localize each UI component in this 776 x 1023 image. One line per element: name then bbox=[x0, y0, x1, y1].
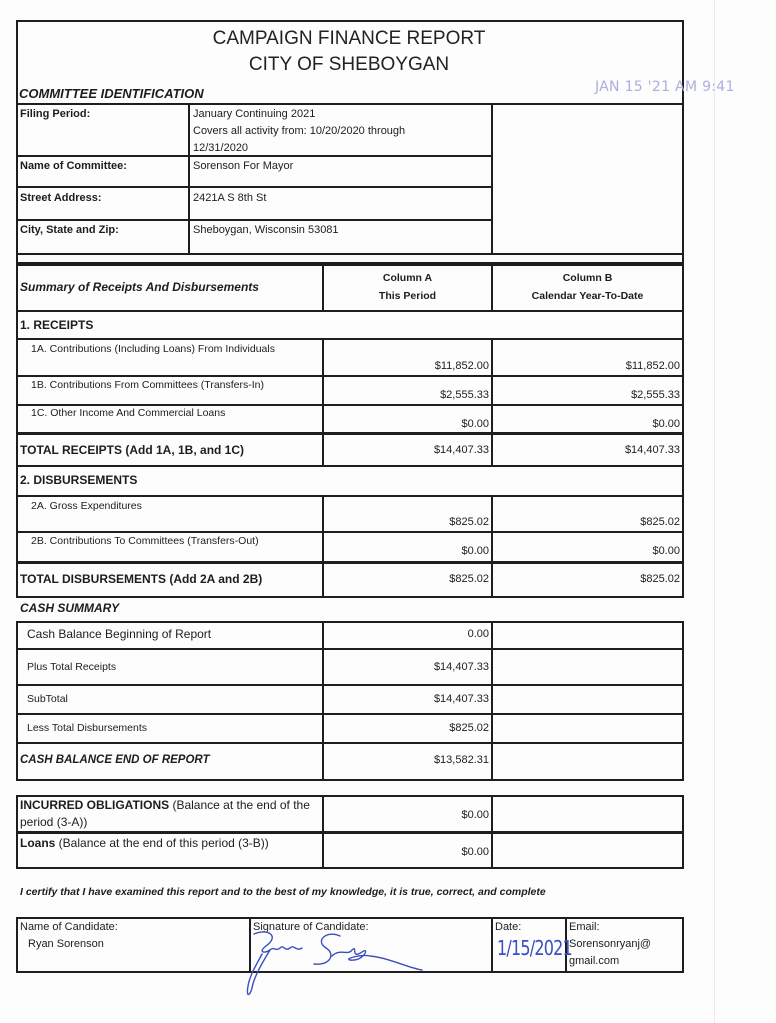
signature-label: Signature of Candidate: bbox=[253, 921, 369, 933]
filing-period-value: January Continuing 2021 bbox=[193, 108, 316, 120]
subtotal-value: $14,407.33 bbox=[433, 693, 489, 705]
candidate-name-label: Name of Candidate: bbox=[20, 921, 118, 933]
filing-period-coverage: Covers all activity from: 10/20/2020 through bbox=[193, 125, 406, 137]
receipt-1a-col-b: $11,852.00 bbox=[625, 360, 680, 372]
date-label: Date: bbox=[495, 921, 522, 933]
cash-balance-end-value: $13,582.31 bbox=[433, 754, 489, 766]
divider bbox=[16, 684, 684, 686]
divider bbox=[16, 495, 684, 497]
incurred-obligations-note-line2: period (3-A)) bbox=[20, 815, 88, 829]
disbursement-2a-col-b: $825.02 bbox=[640, 516, 680, 528]
city-state-zip-value: Sheboygan, Wisconsin 53081 bbox=[193, 224, 339, 236]
disbursement-2b-label: 2B. Contributions To Committees (Transfers-Out) bbox=[31, 535, 259, 547]
disbursement-2b-col-b: $0.00 bbox=[652, 545, 680, 557]
divider bbox=[16, 375, 684, 377]
column-a-subheader: This Period bbox=[378, 290, 437, 302]
divider bbox=[16, 465, 684, 467]
loans-note: (Balance at the end of this period (3-B)) bbox=[55, 836, 269, 850]
receipts-heading: 1. RECEIPTS bbox=[20, 318, 94, 332]
street-address-label: Street Address: bbox=[20, 192, 102, 204]
divider bbox=[491, 621, 493, 781]
disbursement-2b-col-a: $0.00 bbox=[461, 545, 489, 557]
report-city: CITY OF SHEBOYGAN bbox=[248, 54, 450, 75]
cash-summary-label: CASH SUMMARY bbox=[20, 601, 120, 615]
plus-total-receipts-label: Plus Total Receipts bbox=[27, 661, 117, 673]
divider bbox=[188, 103, 190, 255]
receipt-1c-col-b: $0.00 bbox=[652, 418, 680, 430]
committee-name-label: Name of Committee: bbox=[20, 160, 127, 172]
disbursement-2a-label: 2A. Gross Expenditures bbox=[31, 500, 142, 512]
total-disbursements-label: TOTAL DISBURSEMENTS (Add 2A and 2B) bbox=[20, 572, 263, 586]
total-receipts-col-b: $14,407.33 bbox=[624, 444, 680, 456]
divider bbox=[491, 103, 493, 255]
total-disbursements-col-a: $825.02 bbox=[449, 573, 489, 585]
incurred-obligations-note: (Balance at the end of the bbox=[169, 798, 310, 812]
receipt-1c-col-a: $0.00 bbox=[461, 418, 489, 430]
subtotal-label: SubTotal bbox=[27, 693, 68, 705]
divider bbox=[16, 561, 684, 564]
city-state-zip-label: City, State and Zip: bbox=[20, 224, 119, 236]
email-label: Email: bbox=[569, 921, 600, 933]
divider bbox=[16, 310, 684, 312]
disbursements-heading: 2. DISBURSEMENTS bbox=[20, 473, 138, 487]
receipt-1c-label: 1C. Other Income And Commercial Loans bbox=[31, 407, 226, 419]
total-disbursements-col-b: $825.02 bbox=[640, 573, 680, 585]
summary-title: Summary of Receipts And Disbursements bbox=[20, 280, 259, 294]
cash-beginning-value: 0.00 bbox=[467, 628, 489, 640]
candidate-name-value: Ryan Sorenson bbox=[28, 938, 104, 950]
received-stamp: JAN 15 '21 AM 9:41 bbox=[595, 79, 735, 95]
divider bbox=[16, 831, 684, 834]
plus-total-receipts-value: $14,407.33 bbox=[433, 661, 489, 673]
street-address-value: 2421A S 8th St bbox=[193, 192, 267, 204]
receipt-1a-label: 1A. Contributions (Including Loans) From Individuals bbox=[31, 343, 275, 355]
divider bbox=[16, 219, 493, 221]
cash-balance-end-label: CASH BALANCE END OF REPORT bbox=[20, 754, 210, 766]
candidate-signature bbox=[240, 926, 470, 1006]
divider bbox=[16, 742, 684, 744]
email-value-line1: Sorensonryanj@ bbox=[569, 938, 652, 950]
column-b-subheader: Calendar Year-To-Date bbox=[531, 290, 644, 302]
loans-label bbox=[20, 835, 269, 852]
committee-identification-label: COMMITTEE IDENTIFICATION bbox=[19, 86, 204, 101]
committee-name-value: Sorenson For Mayor bbox=[193, 160, 294, 172]
receipt-1b-col-b: $2,555.33 bbox=[631, 389, 680, 401]
divider bbox=[491, 262, 493, 312]
divider bbox=[16, 103, 684, 105]
filing-period-label: Filing Period: bbox=[20, 108, 91, 120]
incurred-obligations-title: INCURRED OBLIGATIONS bbox=[20, 798, 170, 812]
divider bbox=[16, 253, 684, 255]
divider bbox=[16, 531, 684, 533]
cash-beginning-label: Cash Balance Beginning of Report bbox=[27, 627, 212, 641]
less-total-disbursements-value: $825.02 bbox=[449, 722, 489, 734]
loans-value: $0.00 bbox=[461, 846, 489, 858]
report-title: CAMPAIGN FINANCE REPORT bbox=[212, 28, 486, 49]
divider bbox=[16, 648, 684, 650]
incurred-obligations-value: $0.00 bbox=[461, 809, 489, 821]
email-value-line2: gmail.com bbox=[569, 955, 620, 967]
receipt-1b-label: 1B. Contributions From Committees (Transfers-In) bbox=[31, 379, 265, 391]
divider bbox=[322, 262, 324, 312]
divider bbox=[16, 338, 684, 340]
total-receipts-label: TOTAL RECEIPTS (Add 1A, 1B, and 1C) bbox=[20, 443, 245, 457]
scan-artifact-line bbox=[714, 0, 715, 1023]
divider bbox=[16, 155, 493, 157]
certification-statement: I certify that I have examined this report and to the best of my knowledge, it is true, correct, and complete bbox=[20, 886, 546, 898]
divider bbox=[16, 432, 684, 435]
disbursement-2a-col-a: $825.02 bbox=[449, 516, 489, 528]
incurred-obligations-label bbox=[20, 797, 310, 814]
filing-period-end-date: 12/31/2020 bbox=[193, 142, 249, 154]
total-receipts-col-a: $14,407.33 bbox=[433, 444, 489, 456]
receipt-1a-col-a: $11,852.00 bbox=[434, 360, 489, 372]
divider bbox=[16, 713, 684, 715]
divider bbox=[16, 186, 493, 188]
column-b-header: Column B bbox=[562, 272, 613, 284]
loans-title: Loans bbox=[20, 836, 56, 850]
receipt-1b-col-a: $2,555.33 bbox=[440, 389, 489, 401]
divider bbox=[491, 917, 493, 973]
date-handwritten-value: 1/15/2021 bbox=[497, 936, 572, 960]
less-total-disbursements-label: Less Total Disbursements bbox=[27, 722, 148, 734]
column-a-header: Column A bbox=[382, 272, 433, 284]
